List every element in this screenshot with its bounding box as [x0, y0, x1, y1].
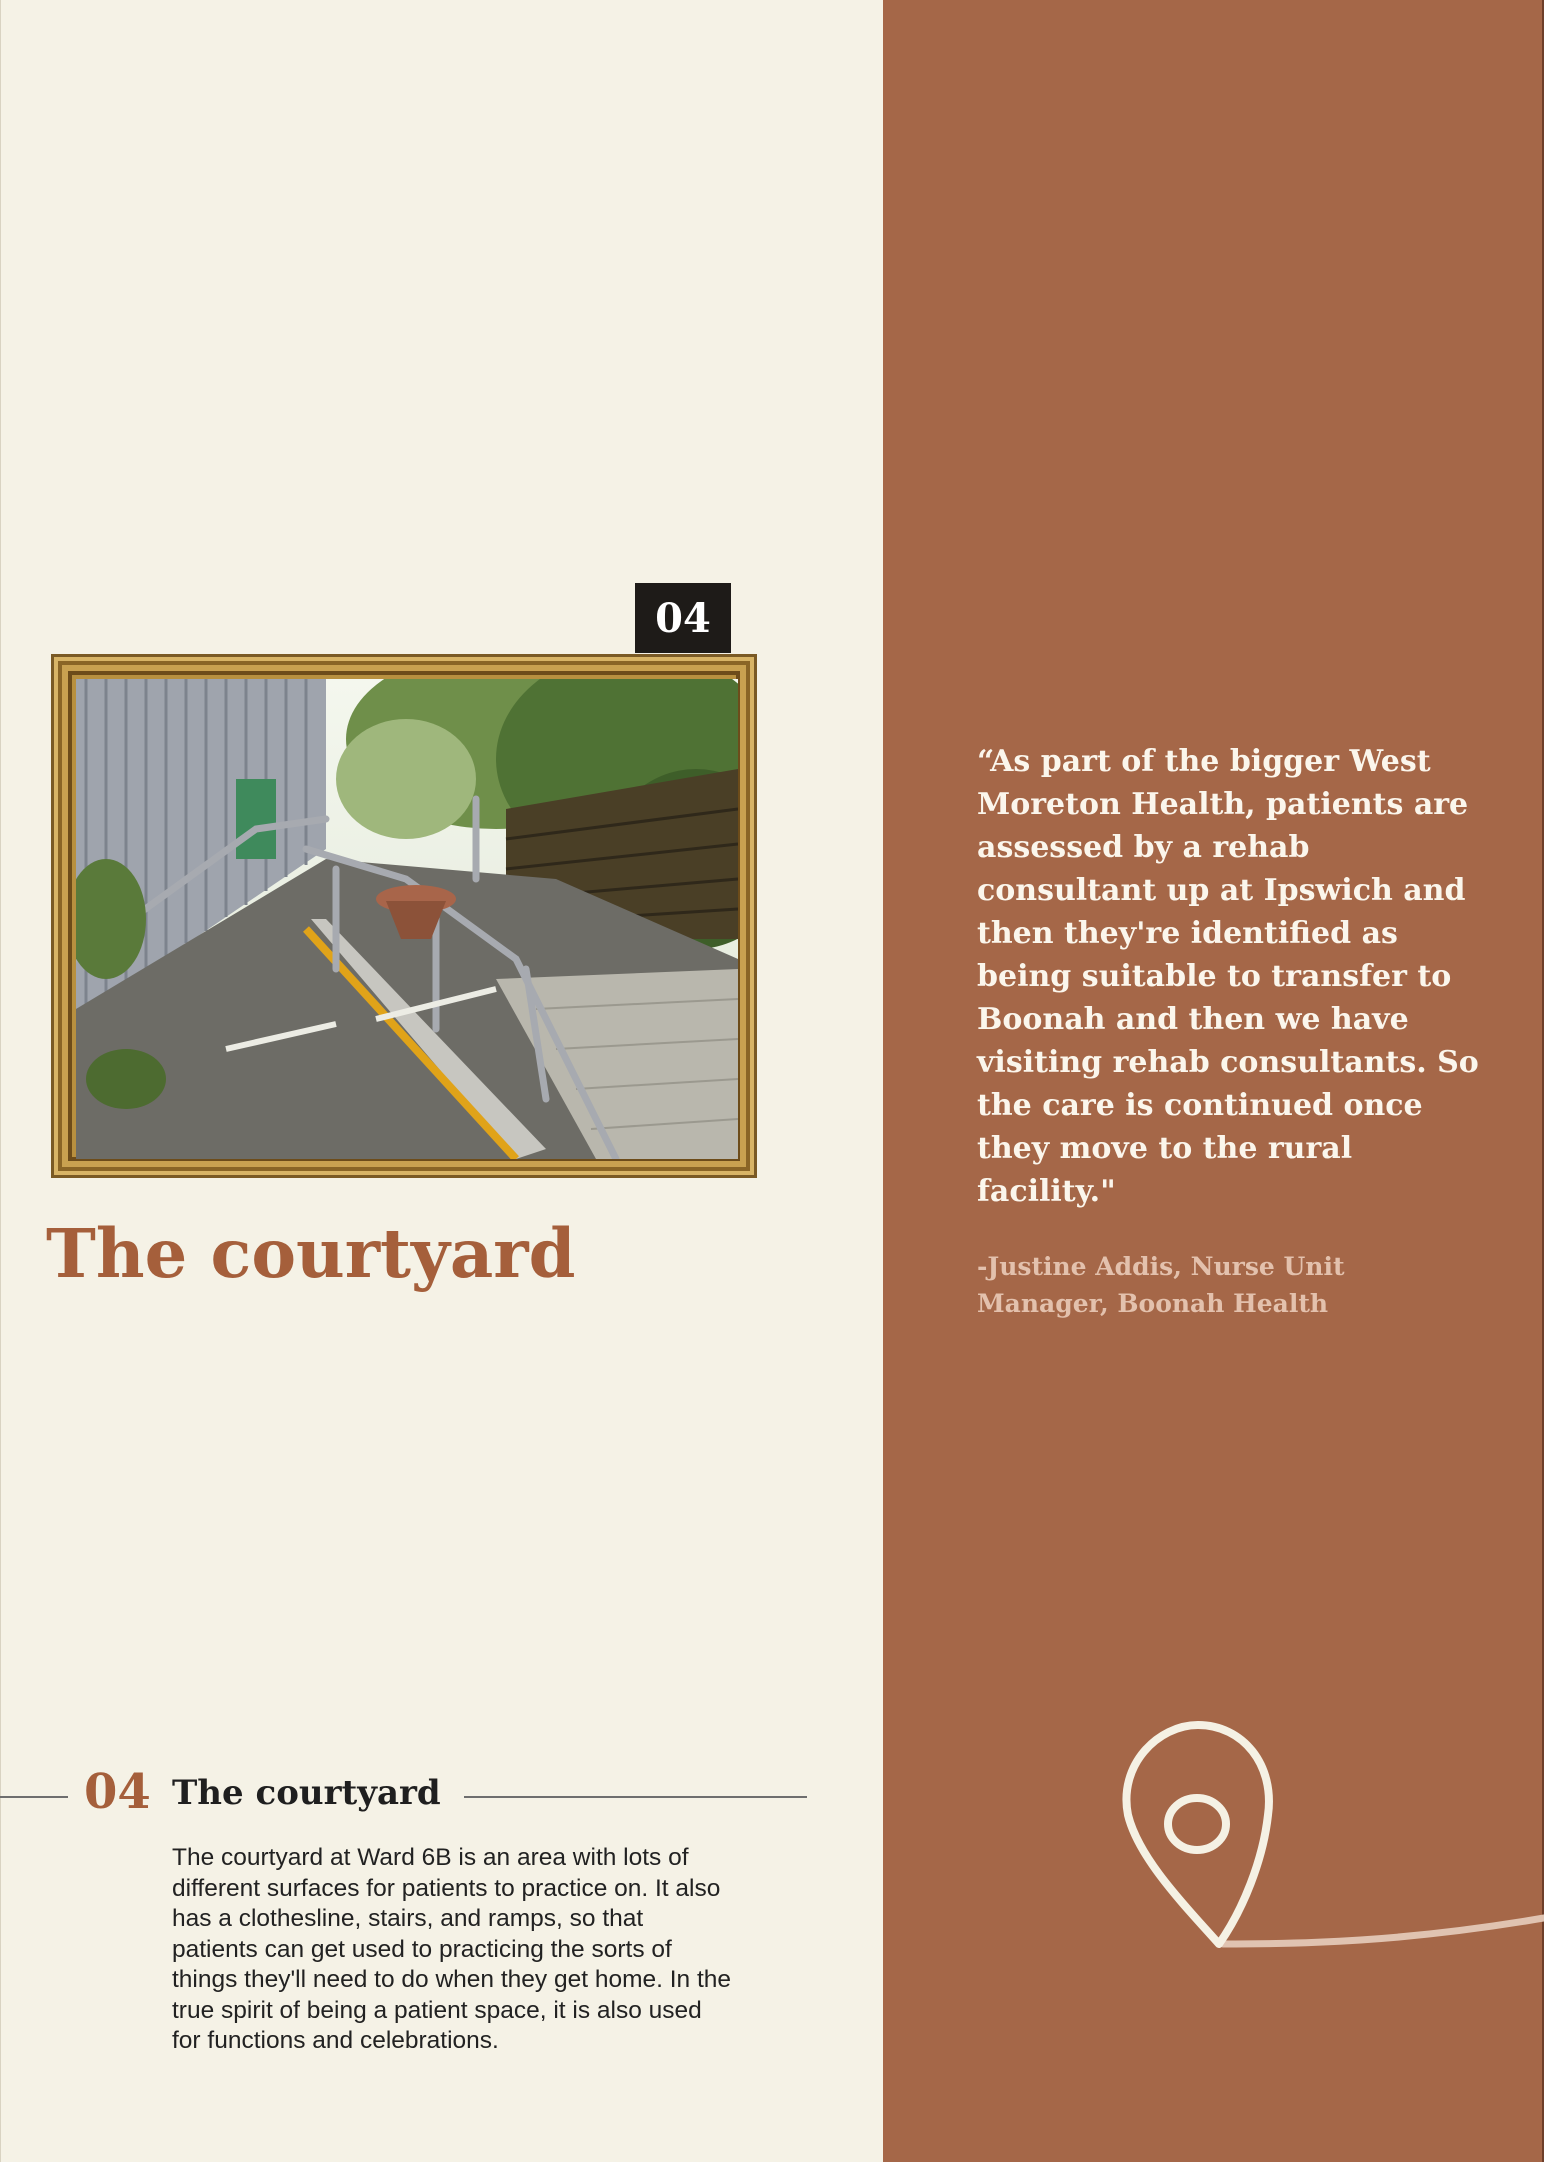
photo-number: 04 [655, 594, 711, 642]
section-heading: The courtyard [172, 1773, 441, 1813]
section-body-text: The courtyard at Ward 6B is an area with lots of different surfaces for patients to practice on. It also has a clothesline, stairs, and ramps, so that patients can get used to practicing the sorts of things they'll need to do when they get home. In the true spirit of being a patient space, it is also used for functions and celebrations. [172, 1844, 732, 2054]
page-title: The courtyard [46, 1214, 576, 1293]
courtyard-photo [76, 679, 738, 1159]
section-number: 04 [84, 1764, 151, 1820]
page-edge-line [0, 0, 1, 2162]
quote-attribution: -Justine Addis, Nurse Unit Manager, Boonah Health [977, 1252, 1345, 1318]
courtyard-photo-frame [51, 654, 757, 1178]
map-pin-icon [883, 1720, 1544, 1980]
section-divider-right [464, 1796, 807, 1798]
photo-number-badge [635, 583, 731, 653]
section-divider-left [0, 1796, 68, 1798]
quote-text: “As part of the bigger West Moreton Health, patients are assessed by a rehab consultant up at Ipswich and then they're identified as being suitable to transfer to Boonah and then we have visiting rehab consultants. So the care is continued once they move to the rural facility." [977, 744, 1479, 1209]
